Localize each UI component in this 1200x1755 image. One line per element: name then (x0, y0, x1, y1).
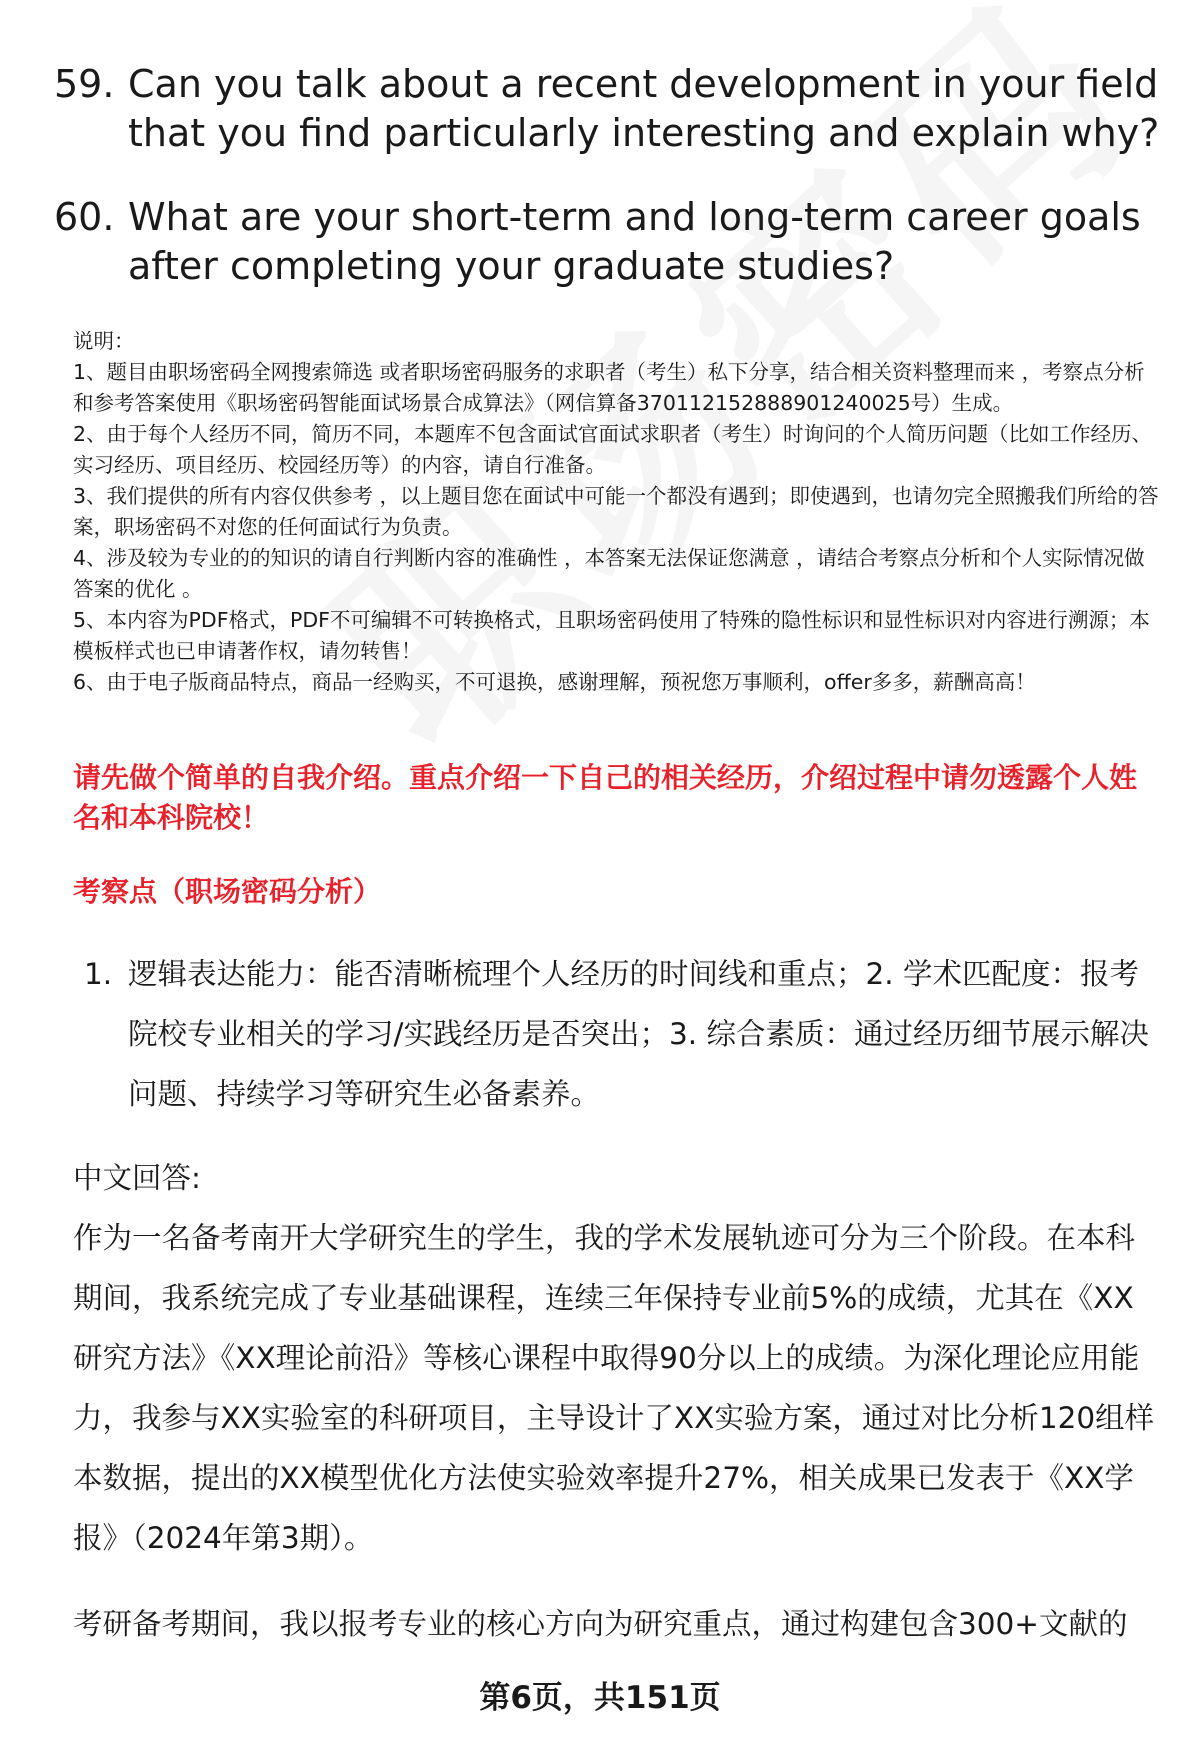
question-text: What are your short-term and long-term career goals after completing your graduate studies? (128, 195, 1141, 288)
question-number: 59. (54, 62, 115, 106)
question-59 (54, 60, 1164, 158)
analysis-heading: 考察点（职场密码分析） (73, 875, 382, 908)
note-item: 3、我们提供的所有内容仅供参考 ，以上题目您在面试中可能一个都没有遇到；即使遇到，也请勿完全照搬我们所给的答案，职场密码不对您的任何面试行为负责。 (73, 484, 1159, 539)
note-item: 2、由于每个人经历不同，简历不同，本题库不包含面试官面试求职者（考生）时询问的个人简历问题（比如工作经历、实习经历、项目经历、校园经历等）的内容，请自行准备。 (73, 422, 1153, 477)
note-item: 5、本内容为PDF格式，PDF不可编辑不可转换格式，且职场密码使用了特殊的隐性标识和显性标识对内容进行溯源；本模板样式也已申请著作权，请勿转售！ (73, 608, 1150, 663)
note-item: 6、由于电子版商品特点，商品一经购买，不可退换，感谢理解，预祝您万事顺利，offer多多，薪酬高高！ (73, 670, 1036, 694)
analysis-number: 1. (84, 957, 113, 991)
question-number: 60. (54, 195, 115, 239)
question-text: Can you talk about a recent development in your field that you find particularly interesting and explain why? (128, 62, 1160, 155)
note-item: 1、题目由职场密码全网搜索筛选 或者职场密码服务的求职者（考生）私下分享，结合相关资料整理而来 ，考察点分析和参考答案使用《职场密码智能面试场景合成算法》（网信算备370112152888901240025号）生成。 (73, 360, 1145, 415)
note-item: 4、涉及较为专业的的知识的请自行判断内容的准确性 ，本答案无法保证您满意 ，请结合考察点分析和个人实际情况做答案的优化 。 (73, 546, 1145, 601)
answer-paragraph: 考研备考期间，我以报考专业的核心方向为研究重点，通过构建包含300+文献的 (73, 1607, 1128, 1641)
interview-question-title: 请先做个简单的自我介绍。重点介绍一下自己的相关经历，介绍过程中请勿透露个人姓名和本科院校！ (73, 761, 1138, 834)
notes-heading: 说明： (73, 329, 135, 353)
answer-label: 中文回答: (73, 1161, 201, 1195)
disclaimer-notes (73, 326, 1163, 698)
page-footer: 第6页，共151页 (479, 1680, 721, 1716)
analysis-list-item (84, 944, 1164, 1124)
analysis-text: 逻辑表达能力：能否清晰梳理个人经历的时间线和重点；2. 学术匹配度：报考院校专业相关的学习/实践经历是否突出；3. 综合素质：通过经历细节展示解决问题、持续学习等研究生必备素养。 (128, 957, 1149, 1111)
answer-paragraph: 作为一名备考南开大学研究生的学生，我的学术发展轨迹可分为三个阶段。在本科期间，我系统完成了专业基础课程，连续三年保持专业前5%的成绩，尤其在《XX研究方法》《XX理论前沿》等核心课程中取得90分以上的成绩。为深化理论应用能力，我参与XX实验室的科研项目，主导设计了XX实验方案，通过对比分析120组样本数据，提出的XX模型优化方法使实验效率提升27%，相关成果已发表于《XX学报》（2024年第3期）。 (73, 1221, 1155, 1555)
question-60 (54, 193, 1164, 291)
